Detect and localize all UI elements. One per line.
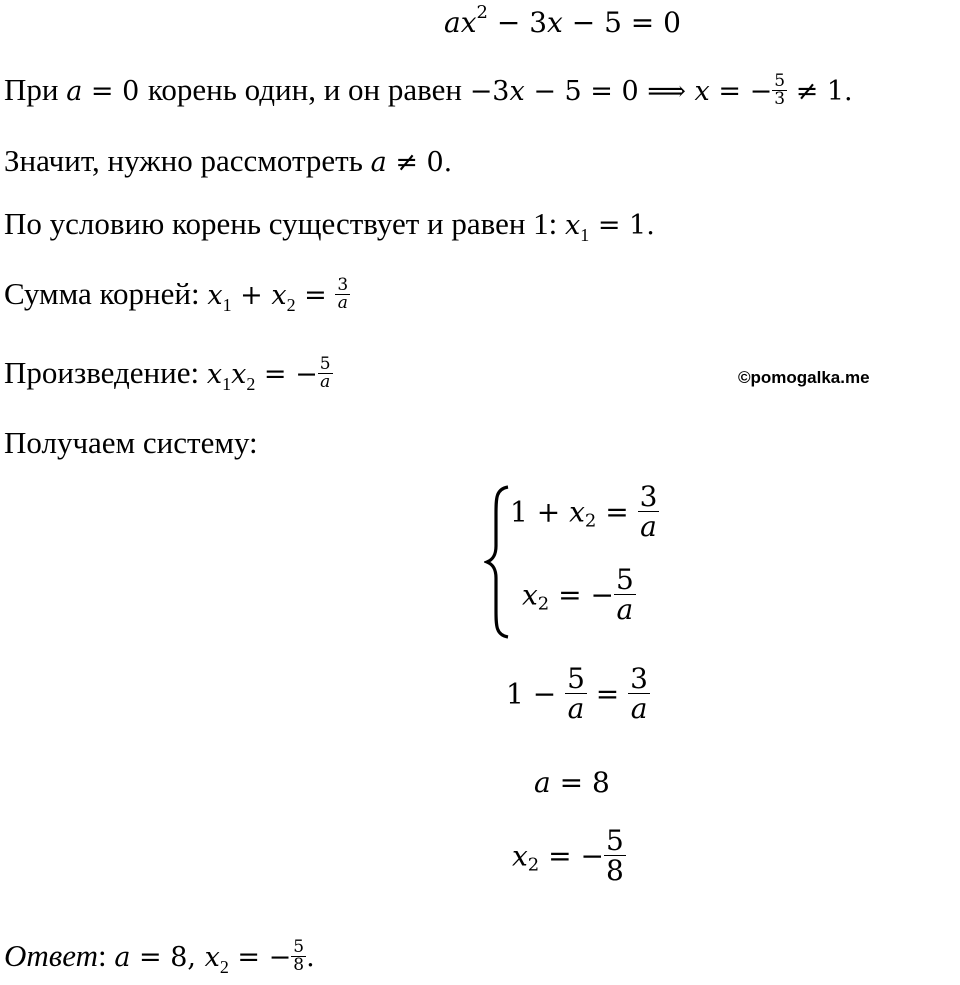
top-equation [444, 2, 681, 39]
math: = [596, 495, 638, 529]
var-x: x [512, 839, 528, 873]
line-system-intro [4, 425, 258, 461]
var-x: x [206, 359, 223, 390]
math: = [295, 280, 336, 311]
denominator: a [640, 510, 657, 544]
var-a: a [66, 76, 83, 107]
system-row-2 [522, 565, 636, 625]
var-x: x [565, 210, 581, 241]
numerator: 3 [630, 662, 648, 695]
numerator: 5 [605, 824, 624, 857]
fraction [291, 936, 306, 976]
fraction [614, 565, 636, 625]
subscript: 2 [527, 854, 540, 876]
numerator: 5 [567, 662, 585, 695]
fraction [318, 353, 333, 393]
numerator: 5 [774, 70, 786, 91]
math: 1 − [506, 677, 566, 711]
var-x: x [460, 6, 477, 39]
numerator: 5 [319, 353, 331, 374]
math: = 8, [130, 942, 205, 973]
text: : [97, 938, 115, 973]
math: = − [255, 359, 318, 390]
subscript: 2 [537, 593, 550, 615]
numerator: 5 [293, 936, 305, 957]
subscript: 2 [584, 510, 597, 532]
step-equation [506, 664, 650, 724]
denominator: a [630, 692, 648, 726]
fraction [604, 826, 626, 886]
denominator: a [567, 692, 585, 726]
system-brace-icon [484, 484, 512, 640]
var-x: x [694, 76, 710, 107]
step-a-value [534, 766, 610, 799]
text: Сумма корней: [4, 276, 208, 311]
numerator: 3 [337, 274, 349, 295]
math: = [586, 677, 629, 711]
var-x: x [569, 495, 585, 529]
answer-line [4, 938, 315, 985]
math: = − [228, 942, 292, 973]
var-x: x [207, 280, 223, 311]
exponent: 2 [476, 2, 488, 23]
math: −3 [469, 76, 510, 107]
denominator: 3 [774, 89, 786, 110]
math: = 1. [589, 210, 655, 241]
var-x: x [271, 280, 287, 311]
var-x: x [509, 76, 525, 107]
denominator: 8 [605, 854, 624, 888]
system-row-1 [510, 482, 659, 542]
line-product [4, 355, 333, 402]
text: При [4, 72, 67, 107]
math: . [306, 942, 315, 973]
subscript: 2 [246, 374, 256, 394]
subscript: 2 [219, 957, 229, 977]
line-consider [4, 143, 452, 181]
text: По условию корень существует и равен 1: [4, 206, 566, 241]
denominator: 8 [293, 955, 305, 976]
line-condition [4, 206, 655, 253]
subscript: 2 [286, 295, 296, 315]
text: Значит, нужно рассмотреть [4, 143, 371, 178]
text: корень один, и он равен [147, 72, 470, 107]
var-x: x [204, 942, 220, 973]
eq-part: − 5 = 0 [562, 6, 681, 39]
var-x: x [522, 578, 538, 612]
subscript: 1 [222, 295, 232, 315]
text: Произведение: [4, 355, 207, 390]
fraction [772, 70, 787, 110]
math: 1 + [510, 495, 570, 529]
fraction [335, 274, 350, 314]
watermark: ©pomogalka.me [738, 368, 870, 387]
fraction [638, 482, 660, 542]
numerator: 3 [639, 480, 658, 513]
math: − 5 = 0 ⟹ [524, 76, 695, 107]
math: = − [549, 578, 614, 612]
var-a: a [114, 942, 131, 973]
var-a: a [370, 147, 387, 178]
var-a: a [444, 6, 461, 39]
math: ≠ 1. [787, 76, 853, 107]
math: = 8 [550, 766, 610, 799]
denominator: a [337, 293, 348, 314]
math: + [231, 280, 272, 311]
numerator: 5 [615, 563, 634, 596]
line-a-zero [4, 72, 853, 110]
var-x: x [231, 359, 247, 390]
line-sum [4, 276, 350, 323]
denominator: a [616, 593, 634, 627]
math: = − [539, 839, 604, 873]
math: ≠ 0. [386, 147, 453, 178]
answer-label: Ответ [4, 938, 98, 973]
fraction [628, 664, 650, 724]
text: Получаем систему: [4, 425, 258, 460]
denominator: a [320, 372, 331, 393]
var-a: a [534, 766, 551, 799]
subscript: 1 [222, 374, 232, 394]
math: = − [709, 76, 773, 107]
fraction [565, 664, 587, 724]
var-x: x [547, 6, 563, 39]
step-x2-value [512, 826, 626, 886]
eq-part: − 3 [487, 6, 548, 39]
subscript: 1 [580, 225, 590, 245]
math: = 0 [82, 76, 148, 107]
